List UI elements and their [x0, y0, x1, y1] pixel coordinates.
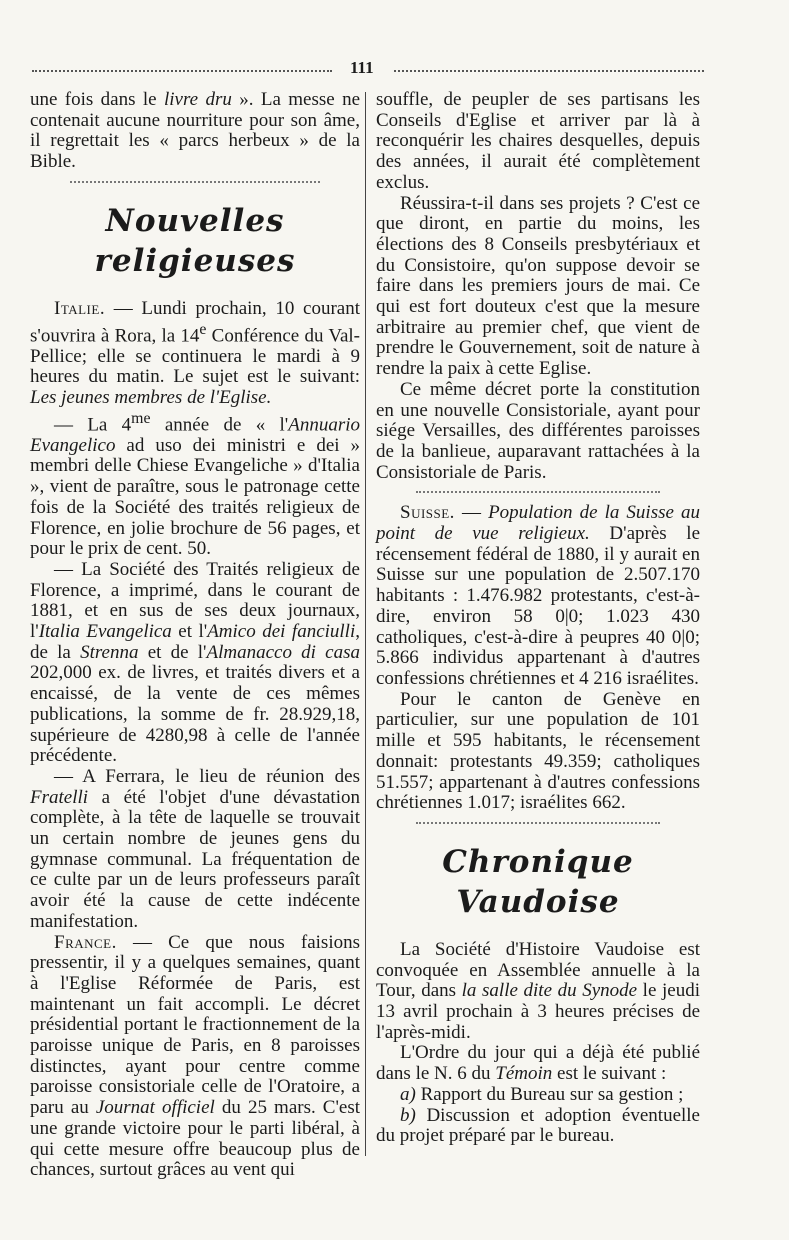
right-column — [376, 90, 700, 1147]
italie-paragraph-2: — La $4^{me}$ année de « l'Annuario Evangelico ad uso dei ministri e dei » membri delle Chiese Evangeliche » d'Italia », vient de paraître, sous le patronage cette fois de la Société des traités religieux de Florence, en jolie brochure de 56 pages, et pour le prix de cent. 50. — [30, 409, 360, 560]
list-item: b) Discussion et adoption éventuelle du projet préparé par le bureau. — [376, 1104, 700, 1147]
suisse-paragraph-1: Suisse. — Population de la Suisse au point de vue religieux. D'après le récensement fédéral de 1880, il y aurait en Suisse sur une population de 2.507.170 habitants : 1.476.982 protestants, c'est-à-dire, environ 58 0|0; 1.023 430 catholiques, c'est-à-dire à peupres 40 0|0; 5.866 individus appartenant à d'autres confessions chrétiennes et 4 216 israélites. — [376, 502, 701, 689]
france-paragraph: France. — Ce que nous faisions pressentir, il y a quelques semaines, quant à l'Eglise Réformée de Paris, est maintenant un fait accompli. Le décret présidential portant le fractionnement de la paroisse unique de Paris, en 8 paroisses distinctes, ayant pour centre comme paroisse consistoriale celle de l'Oratoire, a paru au Journat officiel du 25 mars. C'est une grande victoire pour le parti libéral, à qui cette mesure offre beaucoup plus de chances, surtout grâces au vent qui — [30, 931, 361, 1181]
dotted-separator — [416, 491, 660, 493]
section-title-nouvelles: Nouvelles religieuses — [94, 202, 296, 279]
italie-paragraph-4: — A Ferrara, le lieu de réunion des Fratelli a été l'objet d'une dévastation complète, à la tête de laquelle se trouvait un certain nombre de jeunes gens du gymnase communal. La fréquentation de ce culte par un de leurs professeurs paraît avoir été la cause de cette indécente manifestation. — [30, 765, 360, 932]
column-divider — [365, 92, 366, 1156]
intro-paragraph: une fois dans le livre dru ». La messe ne contenait aucune nourriture pour son âme, il regrettait les « parcs herbeux » de la Bible. — [30, 89, 361, 173]
italie-paragraph-1: Italie. — Lundi prochain, 10 courant s'ouvrira à Rora, la 14e Conférence du Val-Pellice; elle se continuera le mardi à 9 heures du matin. Le sujet est le suivant: Les jeunes membres de l'Eglise. — [30, 297, 361, 408]
left-column — [30, 90, 360, 1181]
page-header — [32, 58, 704, 80]
section-title-chronique: Chronique Vaudoise — [442, 843, 634, 920]
france-paragraph-3: Ce même décret porte la constitution en une nouvelle Consistoriale, ayant pour siége Versailles, des différentes paroisses de la banlieue, auparavant rattachées à la Consistoriale de Paris. — [376, 378, 700, 483]
vaudoise-paragraph-1: La Société d'Histoire Vaudoise est convoquée en Assemblée annuelle à la Tour, dans la salle dite du Synode le jeudi 13 avril prochain à 3 heures précises de l'après-midi. — [376, 938, 700, 1043]
italie-paragraph-3: — La Société des Traités religieux de Florence, a imprimé, dans le courant de 1881, et en sus de ses deux journaux, l'Italia Evangelica et l'Amico dei fanciulli, de la Strenna et de l'Almanacco di casa 202,000 ex. de livres, et traités divers et a encaissé, de la vente de ces mêmes publications, la somme de fr. 28.929,18, supérieure de 4280,98 à celle de l'année précédente. — [30, 558, 360, 767]
dotted-separator — [416, 822, 660, 824]
header-rule-right — [394, 70, 704, 72]
page-number: 111 — [350, 58, 374, 77]
france-continued-paragraph: souffle, de peupler de ses partisans les Conseils d'Eglise et arriver par là à reconquérir les chaires desquelles, depuis des années, il aurait été complètement exclus. — [376, 89, 700, 193]
header-rule-left — [32, 70, 332, 72]
list-item: a) Rapport du Bureau sur sa gestion ; — [400, 1083, 684, 1105]
france-paragraph-2: Réussira-t-il dans ses projets ? C'est ce que diront, en partie du moins, les élections des 8 Conseils presbytériaux et du Consistoire, qu'on suppose devoir se faire dans les premiers jours de mai. Ce qui est fort douteux c'est que la mesure arbitraire au premier chef, que vient de prendre le Gouvernement, soit de nature à rendre la paix à cette Eglise. — [376, 192, 700, 380]
suisse-paragraph-2: Pour le canton de Genève en particulier, sur une population de 101 mille et 595 habitants, le récensement donnait: protestants 49.359; catholiques 51.557; appartenant à d'autres confessions chrétiennes 1.017; israélites 662. — [376, 688, 700, 814]
agenda-list — [376, 1085, 700, 1147]
vaudoise-paragraph-2: L'Ordre du jour qui a déjà été publié dans le N. 6 du Témoin est le suivant : — [376, 1042, 700, 1085]
dotted-separator — [70, 181, 320, 183]
